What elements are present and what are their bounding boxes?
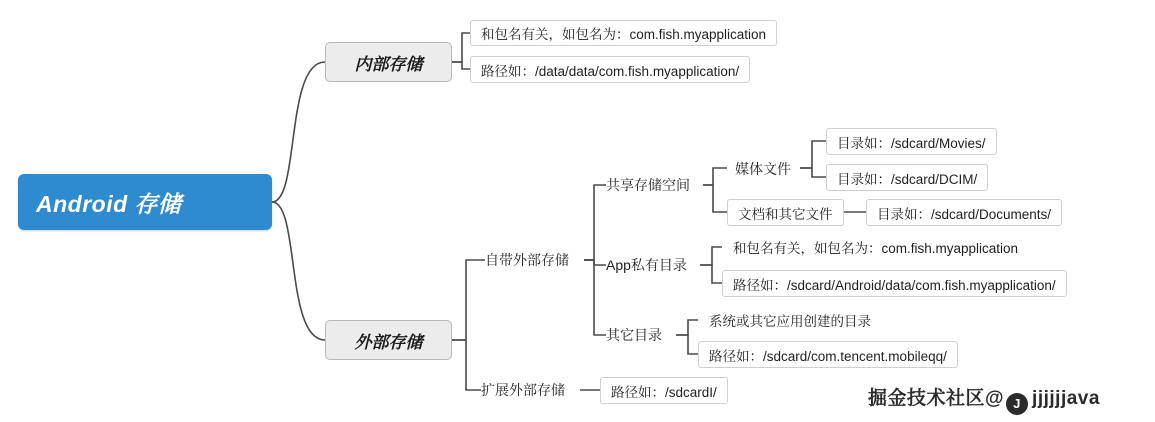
leaf-app-private-path[interactable] [722, 270, 1067, 297]
node-builtin-external-storage[interactable] [485, 248, 569, 272]
node-label: 共享存储空间 [606, 177, 690, 193]
node-label: App私有目录 [606, 257, 687, 273]
leaf-documents-path[interactable] [866, 199, 1062, 226]
node-media-files[interactable] [735, 157, 791, 181]
leaf-label: 路径如：/sdcard/Android/data/com.fish.myapplication/ [733, 277, 1056, 293]
leaf-label: 路径如：/data/data/com.fish.myapplication/ [481, 63, 740, 79]
node-label: 外部存储 [354, 332, 423, 352]
leaf-label: 目录如：/sdcard/DCIM/ [837, 171, 978, 187]
leaf-dcim-dir[interactable] [826, 164, 988, 191]
node-extended-external-storage[interactable] [481, 378, 565, 402]
node-label: 文档和其它文件 [738, 206, 833, 222]
node-label: 自带外部存储 [485, 252, 569, 268]
root-node[interactable] [18, 174, 272, 230]
leaf-label: 和包名有关，如包名为：com.fish.myapplication [481, 27, 767, 42]
node-label: 扩展外部存储 [481, 382, 565, 398]
root-label: Android 存储 [36, 190, 182, 217]
leaf-extended-path[interactable] [600, 377, 728, 404]
leaf-movies-dir[interactable] [826, 128, 997, 155]
node-label: 其它目录 [606, 327, 662, 343]
leaf-label: 系统或其它应用创建的目录 [709, 314, 871, 329]
node-documents-and-other-files[interactable] [727, 199, 844, 226]
watermark-user: jjjjjjava [1032, 388, 1100, 409]
leaf-internal-path[interactable] [470, 56, 750, 83]
node-internal-storage[interactable] [325, 42, 452, 82]
leaf-internal-package-name[interactable] [470, 20, 777, 46]
leaf-label: 和包名有关，如包名为：com.fish.myapplication [733, 241, 1019, 256]
node-app-private-dir[interactable] [606, 253, 687, 277]
leaf-other-dir-description[interactable] [698, 307, 882, 333]
leaf-app-private-package-name[interactable] [722, 234, 1029, 260]
juejin-logo-icon: J [1006, 393, 1028, 415]
leaf-label: 路径如：/sdcardI/ [611, 384, 717, 400]
node-label: 内部存储 [354, 54, 423, 74]
watermark-at: @ [985, 388, 1005, 409]
leaf-label: 目录如：/sdcard/Documents/ [877, 206, 1052, 222]
node-label: 媒体文件 [735, 161, 791, 177]
leaf-label: 目录如：/sdcard/Movies/ [837, 135, 986, 151]
leaf-label: 路径如：/sdcard/com.tencent.mobileqq/ [709, 348, 947, 364]
node-shared-storage[interactable] [606, 173, 690, 197]
leaf-other-dir-path[interactable] [698, 341, 958, 368]
node-other-dir[interactable] [606, 323, 662, 347]
watermark-prefix: 掘金技术社区 [868, 388, 986, 409]
watermark [868, 383, 1100, 415]
node-external-storage[interactable] [325, 320, 452, 360]
